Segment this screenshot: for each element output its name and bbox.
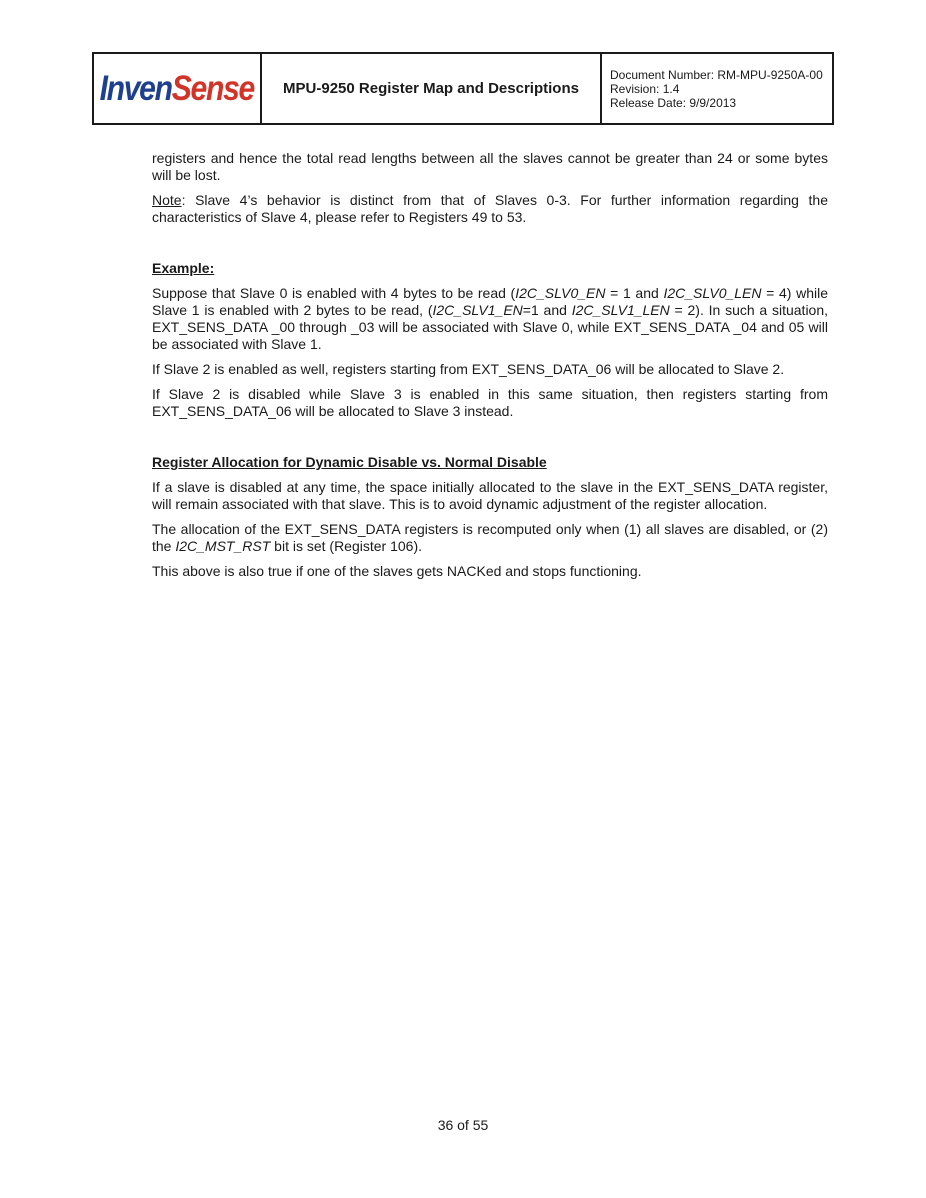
allocation-heading: Register Allocation for Dynamic Disable vs. Normal Disable [152,454,547,470]
ex1-text-e: = 2). In such a situation, EXT_SENS_DATA _00 through _03 will be associated with Slave 0, while EXT_SENS_DATA _04 and 05 will be associated with Slave 1. [152,302,829,352]
ex1-term-slv0-en: I2C_SLV0_EN [515,285,606,301]
ex1-text-a: Suppose that Slave 0 is enabled with 4 bytes to be read ( [152,285,516,301]
note-text: : Slave 4’s behavior is distinct from that of Slaves 0-3. For further information regarding the characteristics of Slave 4, please refer to Registers 49 to 53. [152,192,828,225]
doc-revision: Revision: 1.4 [610,81,680,96]
paragraph-allocation-1: If a slave is disabled at any time, the space initially allocated to the slave in the EXT_SENS_DATA register, will remain associated with that slave. This is to avoid dynamic adjustment of the register allocation. [152,479,828,512]
invensense-logo [100,69,254,109]
page-number: 36 of 55 [437,1117,489,1133]
ex1-text-c: = 4) while Slave 1 is enabled with 2 bytes to be read, ( [152,285,828,318]
ex1-term-slv1-en: I2C_SLV1_EN [432,302,523,318]
paragraph-allocation-2 [152,521,828,555]
logo-cell [94,54,262,123]
alloc2-term-mst-rst: I2C_MST_RST [175,538,271,554]
doc-release-date: Release Date: 9/9/2013 [610,95,737,110]
example-heading: Example: [152,260,215,276]
page-content [152,150,828,588]
paragraph-example-3: If Slave 2 is disabled while Slave 3 is enabled in this same situation, then registers starting from EXT_SENS_DATA_06 will be allocated to Slave 3 instead. [152,386,828,419]
doc-number: Document Number: RM-MPU-9250A-00 [610,67,823,82]
paragraph-read-lengths: registers and hence the total read lengths between all the slaves cannot be greater than 24 or some bytes will be lost. [152,150,828,183]
ex1-text-d: =1 and [522,302,572,318]
paragraph-example-1 [152,285,828,353]
alloc2-text-a: The allocation of the EXT_SENS_DATA registers is recomputed only when (1) all slaves are disabled, or (2) the [152,521,828,554]
paragraph-example-2: If Slave 2 is enabled as well, registers starting from EXT_SENS_DATA_06 will be allocated to Slave 2. [152,361,785,377]
ex1-term-slv1-len: I2C_SLV1_LEN [571,302,670,318]
ex1-term-slv0-len: I2C_SLV0_LEN [663,285,762,301]
paragraph-note [152,192,828,226]
logo-part-sense: Sense [171,68,255,108]
ex1-text-b: = 1 and [605,285,664,301]
document-header [92,52,834,125]
document-title: MPU-9250 Register Map and Descriptions [262,54,602,123]
note-label: Note [152,192,182,208]
alloc2-text-b: bit is set (Register 106). [270,538,423,554]
paragraph-allocation-3: This above is also true if one of the slaves gets NACKed and stops functioning. [152,563,642,579]
logo-part-inven: Inven [99,68,172,108]
document-meta [602,54,832,123]
